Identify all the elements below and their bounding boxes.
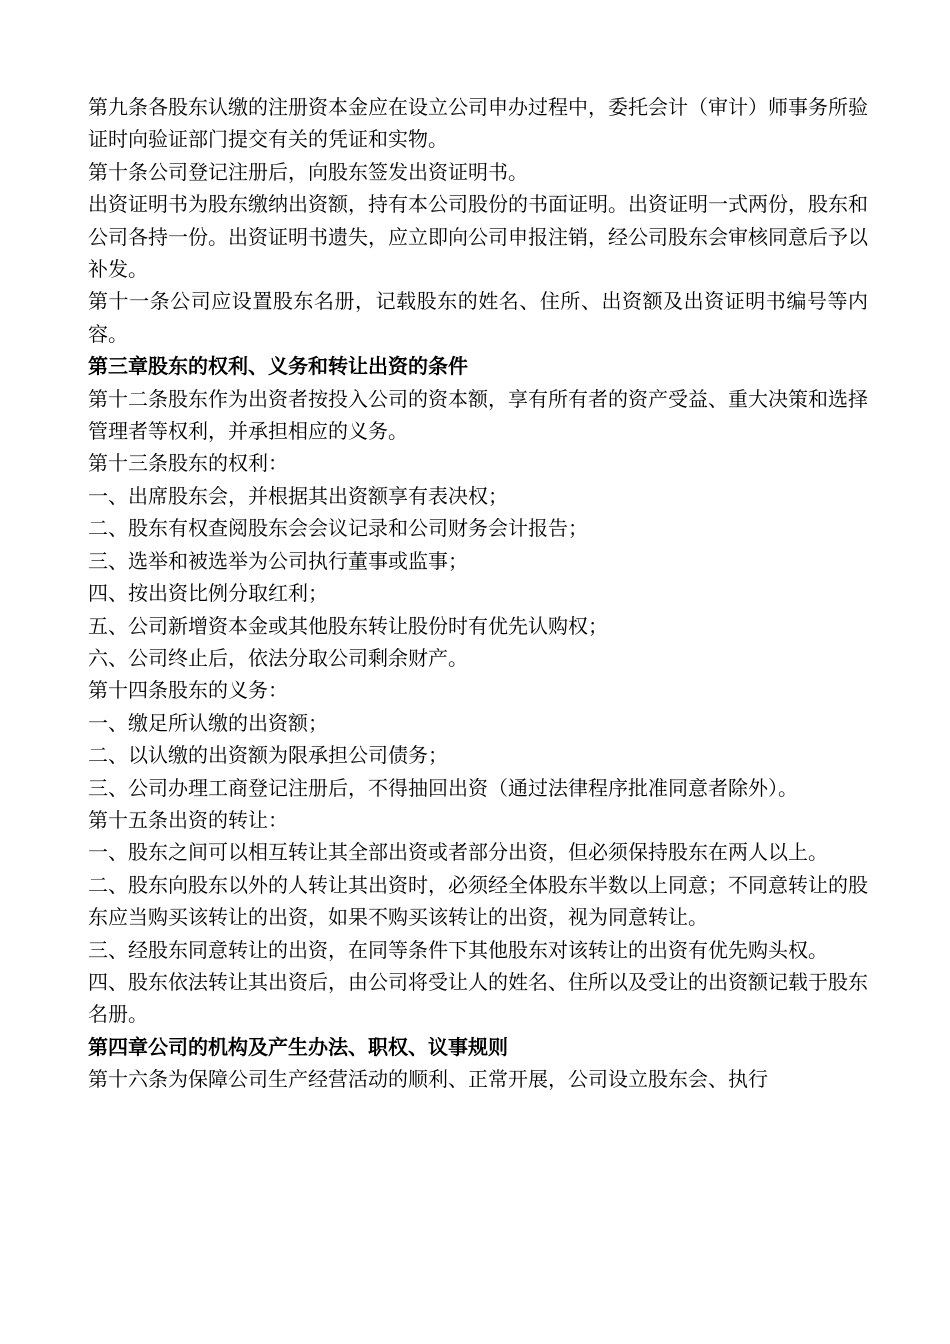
list-item-right-5: 五、公司新增资本金或其他股东转让股份时有优先认购权； [88,613,608,638]
paragraph-article-16: 第十六条为保障公司生产经营活动的顺利、正常开展，公司设立股东会、执行 [88,1067,768,1092]
paragraph-certificate-description: 出资证明书为股东缴纳出资额，持有本公司股份的书面证明。出资证明一式两份，股东和公司各持一份。出资证明书遗失，应立即向公司申报注销，经公司股东会审核同意后予以补发。 [88,192,868,282]
paragraph-article-9: 第九条各股东认缴的注册资本金应在设立公司申办过程中，委托会计（审计）师事务所验证时向验证部门提交有关的凭证和实物。 [88,95,868,152]
list-item-right-1: 一、出席股东会，并根据其出资额享有表决权； [88,483,508,508]
list-item-right-2: 二、股东有权查阅股东会会议记录和公司财务会计报告； [88,516,588,541]
paragraph-article-15: 第十五条出资的转让： [88,807,288,832]
paragraph-article-11: 第十一条公司应设置股东名册，记载股东的姓名、住所、出资额及出资证明书编号等内容。 [88,289,868,346]
document-page [88,91,868,1096]
list-item-right-6: 六、公司终止后，依法分取公司剩余财产。 [88,645,468,670]
list-item-obligation-2: 二、以认缴的出资额为限承担公司债务； [88,743,448,768]
chapter-4-heading: 第四章公司的机构及产生办法、职权、议事规则 [88,1034,508,1059]
paragraph-article-10: 第十条公司登记注册后，向股东签发出资证明书。 [88,159,528,184]
paragraph-article-13: 第十三条股东的权利： [88,451,288,476]
paragraph-article-12: 第十二条股东作为出资者按投入公司的资本额，享有所有者的资产受益、重大决策和选择管理者等权利，并承担相应的义务。 [88,386,868,444]
list-item-transfer-1: 一、股东之间可以相互转让其全部出资或者部分出资，但必须保持股东在两人以上。 [88,840,828,865]
list-item-obligation-1: 一、缴足所认缴的出资额； [88,710,328,735]
list-item-obligation-3: 三、公司办理工商登记注册后，不得抽回出资（通过法律程序批准同意者除外）。 [88,775,798,800]
chapter-3-heading: 第三章股东的权利、义务和转让出资的条件 [88,354,468,379]
list-item-transfer-4: 四、股东依法转让其出资后，由公司将受让人的姓名、住所以及受让的出资额记载于股东名册。 [88,969,868,1027]
list-item-right-3: 三、选举和被选举为公司执行董事或监事； [88,548,468,573]
list-item-transfer-3: 三、经股东同意转让的出资，在同等条件下其他股东对该转让的出资有优先购头权。 [88,937,828,962]
list-item-right-4: 四、按出资比例分取红利； [88,581,328,606]
paragraph-article-14: 第十四条股东的义务： [88,678,288,703]
list-item-transfer-2: 二、股东向股东以外的人转让其出资时，必须经全体股东半数以上同意；不同意转让的股东应当购买该转让的出资，如果不购买该转让的出资，视为同意转让。 [88,872,868,930]
